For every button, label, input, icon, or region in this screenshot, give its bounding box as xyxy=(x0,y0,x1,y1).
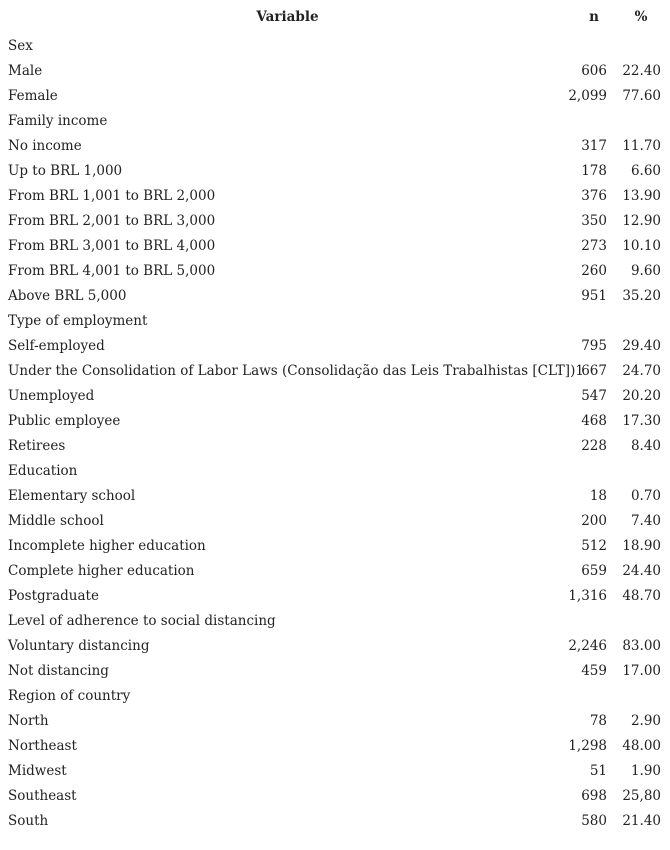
row-label: Public employee xyxy=(8,413,121,429)
category-label: Level of adherence to social distancing xyxy=(8,613,276,629)
table-body xyxy=(0,34,670,834)
row-label: Postgraduate xyxy=(8,588,99,604)
row-percent: 2.90 xyxy=(630,713,661,729)
row-label: Self-employed xyxy=(8,338,105,354)
row-percent: 48.70 xyxy=(622,588,661,604)
row-label: North xyxy=(8,713,49,729)
category-row xyxy=(0,609,670,634)
row-percent: 18.90 xyxy=(622,538,661,554)
row-label: Voluntary distancing xyxy=(8,638,150,654)
row-label: From BRL 3,001 to BRL 4,000 xyxy=(8,238,216,254)
category-row xyxy=(0,34,670,59)
category-row xyxy=(0,459,670,484)
table-row xyxy=(0,359,670,384)
row-percent: 77.60 xyxy=(622,88,661,104)
table-row xyxy=(0,84,670,109)
table-row xyxy=(0,384,670,409)
table-row xyxy=(0,759,670,784)
table-row xyxy=(0,584,670,609)
row-label: Up to BRL 1,000 xyxy=(8,163,123,179)
row-percent: 9.60 xyxy=(630,263,661,279)
category-label: Type of employment xyxy=(8,313,148,329)
category-row xyxy=(0,109,670,134)
row-percent: 29.40 xyxy=(622,338,661,354)
row-percent: 21.40 xyxy=(622,813,661,829)
row-n: 376 xyxy=(581,188,607,204)
row-percent: 24.40 xyxy=(622,563,661,579)
row-n: 2,246 xyxy=(568,638,607,654)
header-n: n xyxy=(589,9,599,25)
row-percent: 8.40 xyxy=(630,438,661,454)
row-label: From BRL 1,001 to BRL 2,000 xyxy=(8,188,216,204)
header-percent: % xyxy=(634,9,648,25)
row-n: 580 xyxy=(581,813,607,829)
row-label: Elementary school xyxy=(8,488,136,504)
row-percent: 0.70 xyxy=(630,488,661,504)
row-n: 273 xyxy=(581,238,607,254)
row-n: 260 xyxy=(581,263,607,279)
category-row xyxy=(0,309,670,334)
row-percent: 6.60 xyxy=(630,163,661,179)
table-row xyxy=(0,284,670,309)
table-row xyxy=(0,534,670,559)
row-label: From BRL 4,001 to BRL 5,000 xyxy=(8,263,216,279)
table-row xyxy=(0,409,670,434)
row-n: 2,099 xyxy=(568,88,607,104)
table-row xyxy=(0,134,670,159)
table-row xyxy=(0,734,670,759)
row-n: 317 xyxy=(581,138,607,154)
row-percent: 7.40 xyxy=(630,513,661,529)
row-n: 51 xyxy=(589,763,607,779)
table-row xyxy=(0,784,670,809)
row-n: 178 xyxy=(581,163,607,179)
table-row xyxy=(0,634,670,659)
row-percent: 22.40 xyxy=(622,63,661,79)
row-n: 512 xyxy=(581,538,607,554)
row-label: Complete higher education xyxy=(8,563,195,579)
row-percent: 35.20 xyxy=(622,288,661,304)
table-row xyxy=(0,259,670,284)
row-n: 1,316 xyxy=(568,588,607,604)
table-row xyxy=(0,184,670,209)
row-percent: 20.20 xyxy=(622,388,661,404)
row-n: 698 xyxy=(581,788,607,804)
row-percent: 11.70 xyxy=(622,138,661,154)
table-row xyxy=(0,809,670,834)
row-label: Unemployed xyxy=(8,388,95,404)
table-row xyxy=(0,159,670,184)
row-percent: 1.90 xyxy=(630,763,661,779)
row-percent: 17.00 xyxy=(622,663,661,679)
header-variable: Variable xyxy=(256,9,319,25)
row-n: 468 xyxy=(581,413,607,429)
category-label: Family income xyxy=(8,113,108,129)
row-label: Northeast xyxy=(8,738,77,754)
row-n: 78 xyxy=(589,713,607,729)
row-label: Above BRL 5,000 xyxy=(8,288,127,304)
row-n: 606 xyxy=(581,63,607,79)
row-n: 1,298 xyxy=(568,738,607,754)
row-n: 350 xyxy=(581,213,607,229)
row-percent: 48.00 xyxy=(622,738,661,754)
table-row xyxy=(0,484,670,509)
row-n: 200 xyxy=(581,513,607,529)
category-label: Education xyxy=(8,463,78,479)
row-label: Not distancing xyxy=(8,663,109,679)
table-row xyxy=(0,234,670,259)
row-label: Middle school xyxy=(8,513,104,529)
category-row xyxy=(0,684,670,709)
row-percent: 13.90 xyxy=(622,188,661,204)
row-n: 667 xyxy=(581,363,607,379)
row-percent: 25,80 xyxy=(622,788,661,804)
row-label: From BRL 2,001 to BRL 3,000 xyxy=(8,213,216,229)
table-row xyxy=(0,209,670,234)
table-row xyxy=(0,559,670,584)
category-label: Sex xyxy=(8,38,33,54)
row-n: 951 xyxy=(581,288,607,304)
row-label: South xyxy=(8,813,49,829)
row-label: No income xyxy=(8,138,82,154)
row-label: Southeast xyxy=(8,788,77,804)
category-label: Region of country xyxy=(8,688,131,704)
row-n: 18 xyxy=(589,488,607,504)
table-row xyxy=(0,434,670,459)
table-row xyxy=(0,59,670,84)
row-percent: 24.70 xyxy=(622,363,661,379)
row-n: 659 xyxy=(581,563,607,579)
table-row xyxy=(0,709,670,734)
row-percent: 17.30 xyxy=(622,413,661,429)
row-label: Incomplete higher education xyxy=(8,538,206,554)
row-label: Midwest xyxy=(8,763,67,779)
row-percent: 10.10 xyxy=(622,238,661,254)
table-row xyxy=(0,659,670,684)
row-label: Male xyxy=(8,63,43,79)
row-n: 795 xyxy=(581,338,607,354)
table-row xyxy=(0,334,670,359)
row-label: Retirees xyxy=(8,438,66,454)
row-n: 459 xyxy=(581,663,607,679)
row-n: 228 xyxy=(581,438,607,454)
row-n: 547 xyxy=(581,388,607,404)
row-label: Under the Consolidation of Labor Laws (Consolidação das Leis Trabalhistas [CLT])1 xyxy=(8,363,584,379)
table-row xyxy=(0,509,670,534)
row-percent: 83.00 xyxy=(622,638,661,654)
table-header xyxy=(0,0,670,34)
row-label: Female xyxy=(8,88,58,104)
row-percent: 12.90 xyxy=(622,213,661,229)
